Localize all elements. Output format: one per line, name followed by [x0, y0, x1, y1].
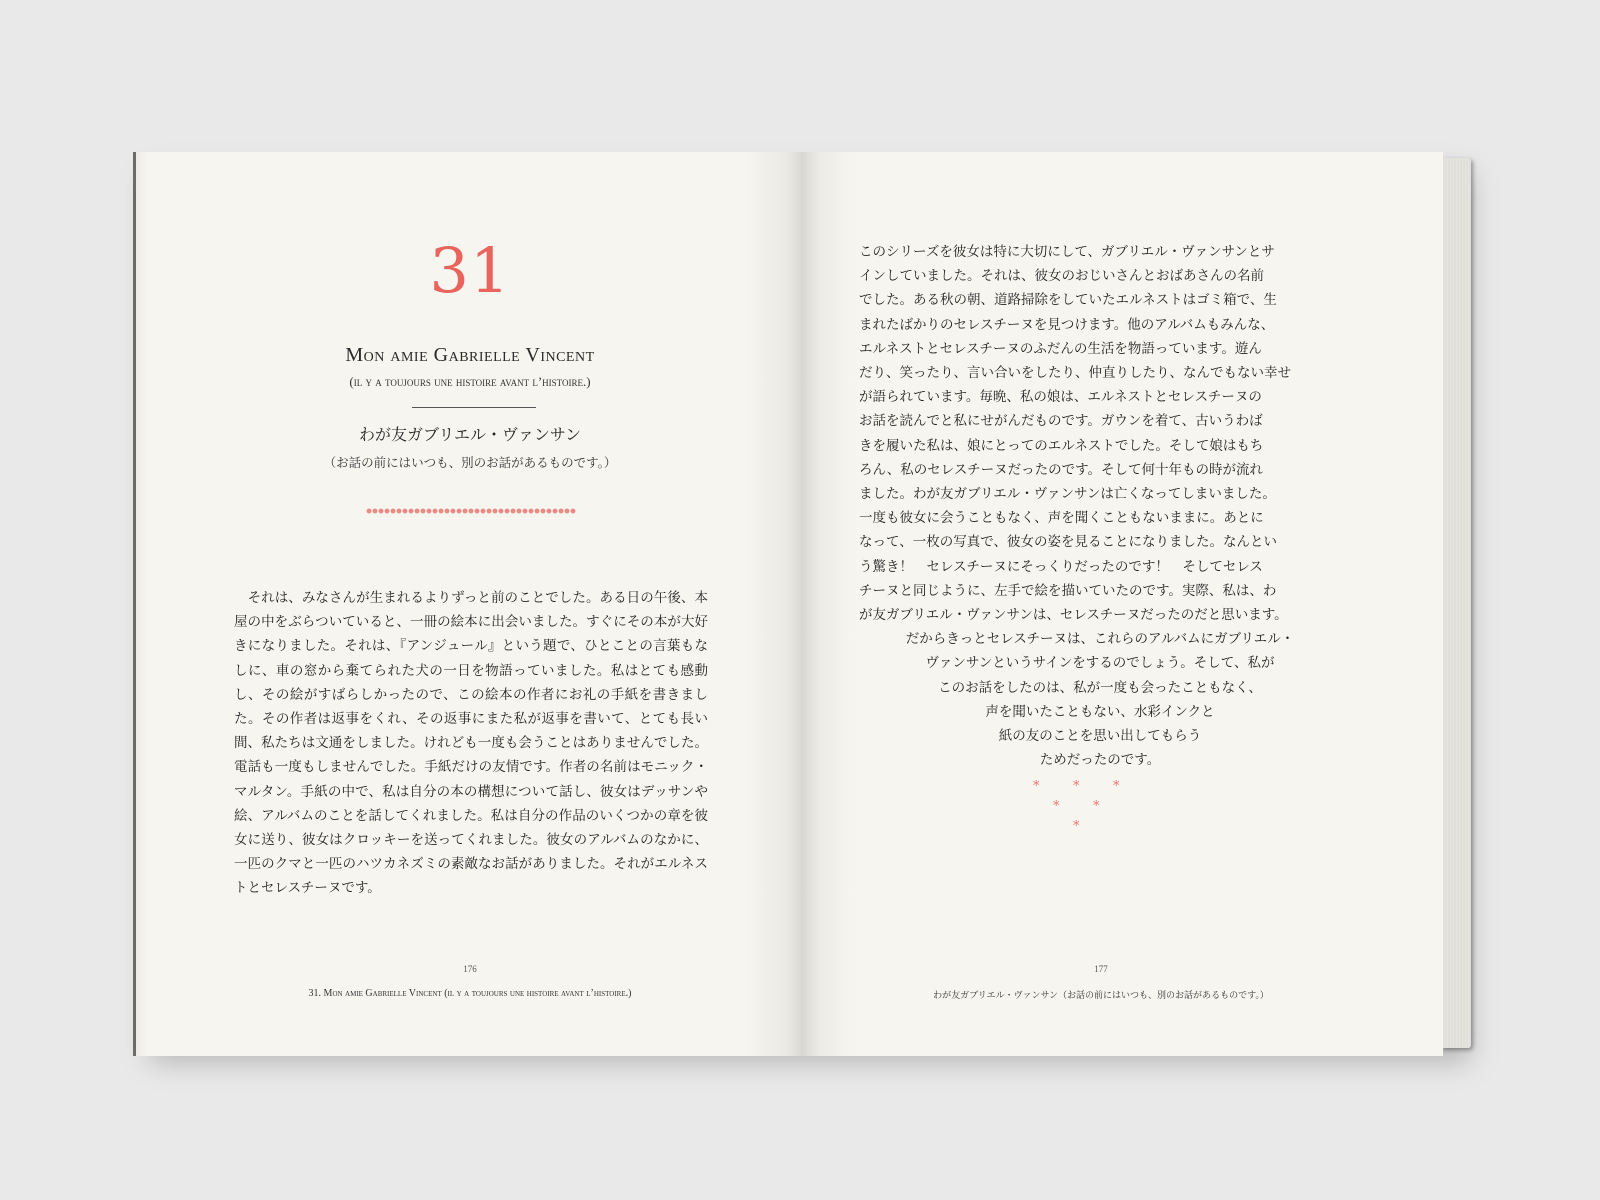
body-line: チーヌと同じように、左手で絵を描いていたのです。実際、私は、わ — [859, 582, 1277, 599]
asterisk: * — [1053, 799, 1060, 814]
body-line: エルネストとセレスチーヌのふだんの生活を物語っています。遊ん — [859, 340, 1262, 357]
chapter-title-french: Mon amie Gabrielle Vincent — [345, 344, 595, 366]
body-line: お話を読んでと私にせがんだものです。ガウンを着て、古いうわば — [859, 413, 1263, 430]
body-line: このシリーズを彼女は特に大切にして、ガブリエル・ヴァンサンとサ — [859, 244, 1275, 260]
left-body-text — [234, 586, 708, 901]
body-line: が友ガブリエル・ヴァンサンは、セレスチーヌだったのだと思います。 — [859, 607, 1288, 624]
page-edges — [1441, 158, 1471, 1048]
chapter-number: 31 — [429, 234, 511, 307]
body-line: ました。わが友ガブリエル・ヴァンサンは亡くなってしまいました。 — [859, 486, 1276, 503]
body-line: だり、笑ったり、言い合いをしたり、仲直りしたり、なんでもない幸せ — [859, 365, 1291, 382]
left-page — [133, 152, 804, 1056]
centered-line: 声を聞いたこともない、水彩インクと — [985, 703, 1215, 720]
running-footer-right: わが友ガブリエル・ヴァンサン（お話の前にはいつも、別のお話があるものです。） — [933, 991, 1269, 1001]
chapter-title-japanese: わが友ガブリエル・ヴァンサン — [358, 425, 582, 444]
title-divider — [412, 407, 536, 408]
centered-line: 紙の友のことを思い出してもらう — [998, 728, 1202, 745]
body-line: まれたばかりのセレスチーヌを見つけます。他のアルバムもみんな、 — [859, 316, 1275, 333]
right-page — [801, 152, 1443, 1056]
body-line: でした。ある秋の朝、道路掃除をしていたエルネストはゴミ箱で、生 — [859, 292, 1277, 309]
centered-line: ためだったのです。 — [1039, 752, 1161, 769]
body-line: が語られています。毎晩、私の娘は、エルネストとセレスチーヌの — [859, 389, 1262, 406]
body-line: ろん、私のセレスチーヌだったのです。そして何十年もの時が流れ — [859, 461, 1264, 478]
body-line: インしていました。それは、彼女のおじいさんとおばあさんの名前 — [859, 268, 1264, 285]
asterisk: * — [1093, 799, 1100, 814]
dotted-ornament — [366, 508, 576, 514]
body-line: 一度も彼女に会うこともなく、声を聞くこともないままに。あとに — [859, 510, 1264, 527]
left-paragraph: それは、みなさんが生まれるよりずっと前のことでした。ある日の午後、本屋の中をぶらついていると、一冊の絵本に出会いました。すぐにその本が大好きになりました。それは、『アンジュール』という題で、ひとことの言葉もなしに、車の窓から棄てられた犬の一日を物語っていました。私はとても感動し、その絵がすばらしかったので、この絵本の作者にお礼の手紙を書きました。その作者は返事をくれ、その返事にまた私が返事を書いて、とても長い間、私たちは文通をしました。けれども一度も会うことはありませんでした。電話も一度もしませんでした。手紙だけの友情です。作者の名前はモニック・マルタン。手紙の中で、私は自分の本の構想について話し、彼女はデッサンや絵、アルバムのことを話してくれました。私は自分の作品のいくつかの章を彼女に送り、彼女はクロッキーを送ってくれました。彼女のアルバムのなかに、一匹のクマと一匹のハツカネズミの素敵なお話がありました。それがエルネストとセレスチーヌです。 — [234, 590, 708, 897]
asterisk: * — [1073, 779, 1080, 794]
asterisk: * — [1113, 779, 1120, 794]
body-line: なって、一枚の写真で、彼女の姿を見ることになりました。なんとい — [859, 534, 1277, 551]
open-book — [133, 152, 1471, 1056]
centered-line: ヴァンサンというサインをするのでしょう。そして、私が — [925, 655, 1275, 672]
chapter-subtitle-french: (il y a toujours une histoire avant l’histoire.) — [349, 374, 591, 389]
chapter-subtitle-japanese: （お話の前にはいつも、別のお話があるものです。） — [323, 455, 617, 470]
asterisk-ornament — [1033, 780, 1153, 840]
running-footer-left: 31. Mon amie Gabrielle Vincent (il y a toujours une histoire avant l’histoire.) — [308, 988, 632, 999]
right-body-text — [859, 240, 1341, 772]
body-line: きを履いた私は、娘にとってのエルネストでした。そして娘はもち — [859, 437, 1264, 454]
page-number-right: 177 — [1094, 964, 1108, 974]
centered-line: このお話をしたのは、私が一度も会ったこともなく、 — [938, 679, 1262, 696]
centered-line: だからきっとセレスチーヌは、これらのアルバムにガブリエル・ — [905, 631, 1295, 648]
page-number-left: 176 — [463, 964, 477, 974]
body-line: う驚き！ セレスチーヌにそっくりだったのです！ そしてセレス — [859, 558, 1263, 575]
asterisk: * — [1033, 779, 1040, 794]
asterisk: * — [1073, 819, 1080, 834]
